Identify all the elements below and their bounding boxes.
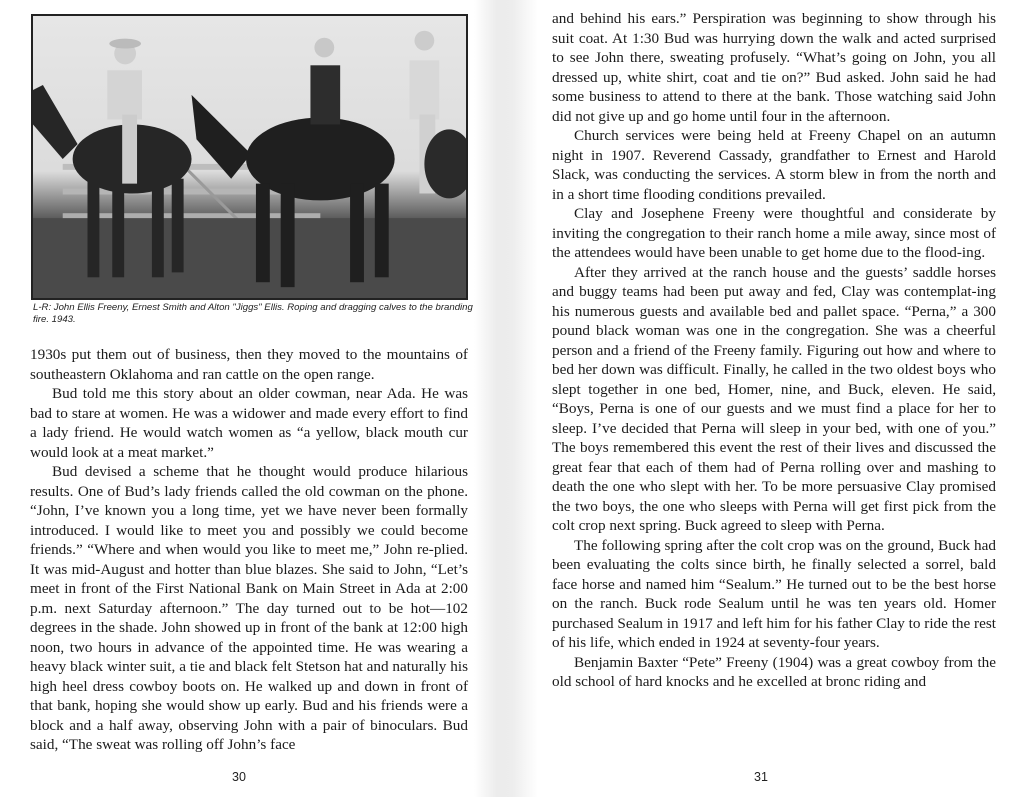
paragraph: After they arrived at the ranch house and the guests’ saddle horses and buggy teams had been put away and fed, Clay was contemplat-ing his numerous guests and available bed and pallet space. “Perna,” a 300 pound black woman was one in the congregation. She was a cheerful person and a friend of the Freeny family. Figuring out how and where to bed her down was difficult. Finally, he called in the two oldest boys who slept together in one bed, Homer, nine, and Buck, eleven. He said, “Boys, Perna is one of our guests and we must find a place for her to sleep. I’ve decided that Perna will sleep in your bed, with one of you.” The boys remembered this event the rest of their lives and discussed the great fear that each of them had of Perna rolling over and mashing to death the one who slept with her. To be more persuasive Clay promised the two boys, the one who sleeps with Perna will get first pick from the colt crop next spring. Buck agreed to sleep with Perna. <box>552 263 996 534</box>
rider-center <box>310 38 340 125</box>
rider-right <box>410 31 466 199</box>
paragraph: Bud told me this story about an older cowman, near Ada. He was bad to stare at women. He was a widower and made every effort to find a lady friend. He would watch women as “a yellow, black mouth cur would look at a meat market.” <box>30 385 468 461</box>
right-page-body <box>552 9 996 692</box>
paragraph: Benjamin Baxter “Pete” Freeny (1904) was a great cowboy from the old school of hard knocks and he excelled at bronc riding and <box>552 653 996 690</box>
paragraph: The following spring after the colt crop was on the ground, Buck had been evaluating the colts since birth, he finally selected a sorrel, bald face horse and named him “Sealum.” He turned out to be the best horse on the ranch. Buck rode Sealum until he was ten years old. Homer purchased Sealum in 1917 and left him for his father Clay to ride the rest of his life, which ended in 1924 at seventy-four years. <box>552 536 996 651</box>
page-number-left: 30 <box>232 770 246 784</box>
paragraph: Clay and Josephene Freeny were thoughtful and considerate by inviting the congregation to their ranch home a mile away, since most of the attendees would have been unable to get home due to the flood-ing. <box>552 205 996 261</box>
photo-illustration <box>33 16 466 298</box>
gutter-shadow <box>512 0 538 797</box>
photo-caption: L-R: John Ellis Freeny, Ernest Smith and Alton "Jiggs" Ellis. Roping and dragging calves to the branding fire. 1943. <box>33 302 473 325</box>
paragraph: 1930s put them out of business, then they moved to the mountains of southeastern Oklahoma and ran cattle on the open range. <box>30 346 468 383</box>
page-number-right: 31 <box>754 770 768 784</box>
gutter-shadow <box>474 0 512 797</box>
left-page-body <box>30 345 468 755</box>
paragraph: Bud devised a scheme that he thought would produce hilarious results. One of Bud’s lady friends called the old cowman on the phone. “John, I’ve known you a long time, yet we have never been formally introduced. I would like to meet you and possibly we could become friends.” “Where and when would you like to meet me,” John re-plied. It was mid-August and hotter than blue blazes. She said to John, “Let’s meet in front of the First National Bank on Main Street in Ada at 2:00 p.m. next Saturday afternoon.” The day turned out to be hot—102 degrees in the shade. John showed up in front of the bank at 12:00 high noon, two hours in advance of the appointed time. He was wearing a heavy black winter suit, a tie and black felt Stetson hat and naturally his high heel dress cowboy boots on. He walked up and down in front of that bank, hoping she would show up early. Bud and his friends were a block and a half away, observing John with a pair of binoculars. Bud said, “The sweat was rolling off John’s face <box>30 463 468 753</box>
photograph-horses-riders <box>31 14 468 300</box>
paragraph: Church services were being held at Freeny Chapel on an autumn night in 1907. Reverend Cassady, grandfather to Ernest and Harold Slack, was conducting the services. A storm blew in from the north and in a short time flooding conditions prevailed. <box>552 127 996 203</box>
right-page <box>512 0 1024 797</box>
paragraph: and behind his ears.” Perspiration was beginning to show through his suit coat. At 1:30 Bud was hurrying down the walk and acted surprised to see John there, sweating profusely. “What’s going on John, you all dressed up, white shirt, coat and tie on?” Bud asked. John said he had some business to attend to there at the bank. Those watching said John did not give up and go home until four in the afternoon. <box>552 10 996 125</box>
